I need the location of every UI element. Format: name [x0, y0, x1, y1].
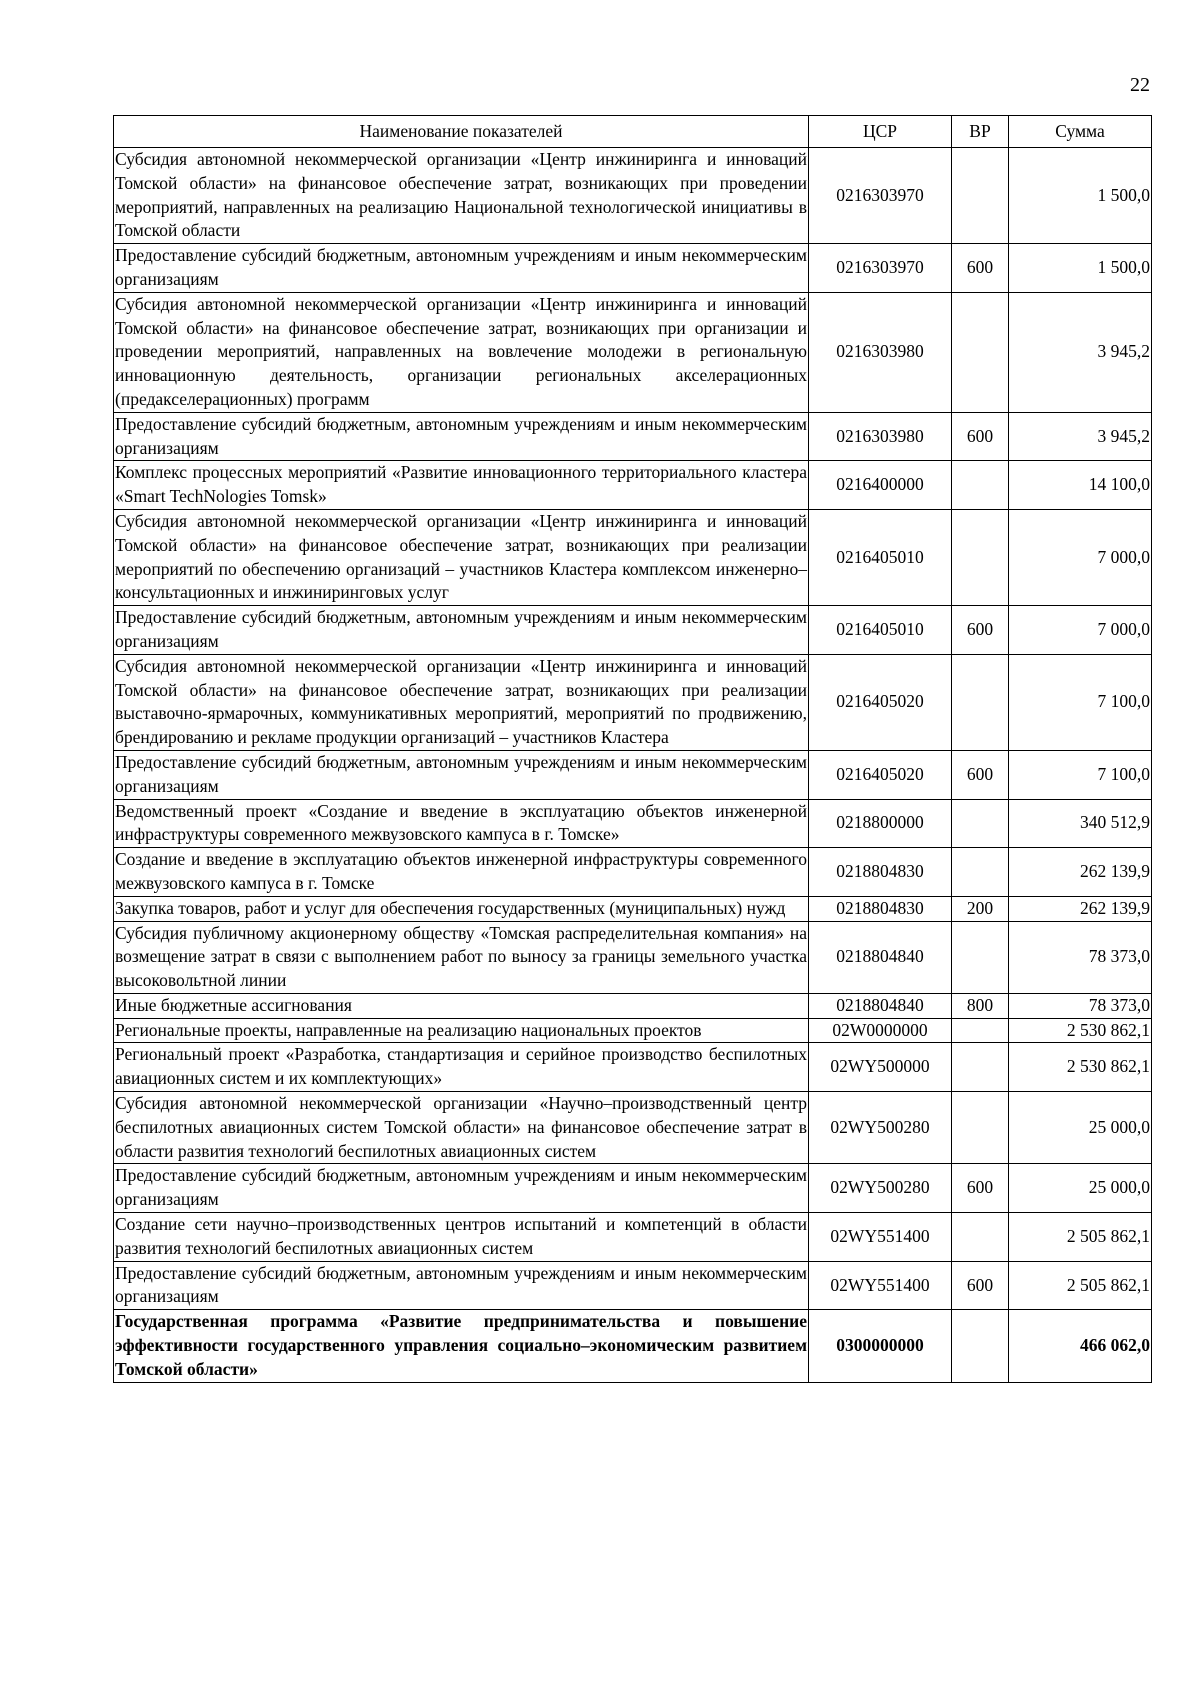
cell-csr: 0218804840 [809, 993, 952, 1018]
cell-sum: 25 000,0 [1009, 1164, 1152, 1213]
cell-sum: 2 530 862,1 [1009, 1018, 1152, 1043]
cell-csr: 02WY500000 [809, 1043, 952, 1092]
cell-name: Создание сети научно–производственных центров испытаний и компетенций в области развития технологий беспилотных авиационных систем [114, 1213, 809, 1262]
cell-name: Субсидия автономной некоммерческой организации «Центр инжиниринга и инноваций Томской области» на финансовое обеспечение затрат, возникающих при проведении мероприятий, направленных на реализацию Национальной технологической инициативы в Томской области [114, 148, 809, 244]
table-row [114, 1164, 1152, 1213]
cell-sum: 262 139,9 [1009, 848, 1152, 897]
cell-vr: 200 [952, 896, 1009, 921]
cell-vr: 800 [952, 993, 1009, 1018]
cell-sum: 25 000,0 [1009, 1092, 1152, 1164]
cell-csr: 0300000000 [809, 1310, 952, 1382]
cell-name: Закупка товаров, работ и услуг для обеспечения государственных (муниципальных) нужд [114, 896, 809, 921]
cell-csr: 02WY551400 [809, 1213, 952, 1262]
cell-csr: 0216400000 [809, 461, 952, 510]
cell-name: Создание и введение в эксплуатацию объектов инженерной инфраструктуры современного межвузовского кампуса в г. Томске [114, 848, 809, 897]
cell-csr: 0216405010 [809, 509, 952, 605]
budget-table [113, 115, 1152, 1383]
header-vr: ВР [952, 116, 1009, 148]
table-row [114, 1043, 1152, 1092]
cell-csr: 0218800000 [809, 799, 952, 848]
table-row [114, 1261, 1152, 1310]
cell-csr: 0218804840 [809, 921, 952, 993]
cell-name: Субсидия публичному акционерному обществу «Томская распределительная компания» на возмещение затрат в связи с выполнением работ по выносу за границы земельного участка высоковольтной линии [114, 921, 809, 993]
cell-sum: 14 100,0 [1009, 461, 1152, 510]
table-row [114, 148, 1152, 244]
cell-name: Субсидия автономной некоммерческой организации «Центр инжиниринга и инноваций Томской области» на финансовое обеспечение затрат, возникающих при реализации выставочно-ярмарочных, коммуникативных мероприятий, мероприятий по продвижению, брендированию и рекламе продукции организаций – участников Кластера [114, 654, 809, 750]
cell-vr [952, 1213, 1009, 1262]
cell-vr [952, 1092, 1009, 1164]
cell-csr: 02WY551400 [809, 1261, 952, 1310]
cell-name: Региональный проект «Разработка, стандартизация и серийное производство беспилотных авиационных систем и их комплектующих» [114, 1043, 809, 1092]
cell-sum: 2 505 862,1 [1009, 1213, 1152, 1262]
cell-sum: 78 373,0 [1009, 921, 1152, 993]
cell-name: Предоставление субсидий бюджетным, автономным учреждениям и иным некоммерческим организациям [114, 606, 809, 655]
cell-vr [952, 654, 1009, 750]
cell-sum: 466 062,0 [1009, 1310, 1152, 1382]
table-body [114, 148, 1152, 1383]
header-csr: ЦСР [809, 116, 952, 148]
table-row [114, 799, 1152, 848]
table-row [114, 461, 1152, 510]
cell-sum: 7 000,0 [1009, 509, 1152, 605]
cell-name: Иные бюджетные ассигнования [114, 993, 809, 1018]
table-row [114, 509, 1152, 605]
cell-sum: 2 505 862,1 [1009, 1261, 1152, 1310]
cell-vr: 600 [952, 1164, 1009, 1213]
table-row [114, 654, 1152, 750]
table-row [114, 848, 1152, 897]
cell-sum: 1 500,0 [1009, 244, 1152, 293]
table-row [114, 993, 1152, 1018]
cell-vr [952, 921, 1009, 993]
cell-csr: 0216405010 [809, 606, 952, 655]
cell-name: Комплекс процессных мероприятий «Развитие инновационного территориального кластера «Smart TechNologies Tomsk» [114, 461, 809, 510]
table-row [114, 750, 1152, 799]
table-row [114, 896, 1152, 921]
cell-vr [952, 1018, 1009, 1043]
cell-csr: 0216405020 [809, 654, 952, 750]
cell-vr: 600 [952, 750, 1009, 799]
table-row [114, 412, 1152, 461]
cell-vr: 600 [952, 1261, 1009, 1310]
cell-vr [952, 292, 1009, 412]
cell-name: Субсидия автономной некоммерческой организации «Центр инжиниринга и инноваций Томской области» на финансовое обеспечение затрат, возникающих при реализации мероприятий по обеспечению организаций – участников Кластера комплексом инженерно–консультационных и инжиниринговых услуг [114, 509, 809, 605]
header-sum: Сумма [1009, 116, 1152, 148]
cell-csr: 0218804830 [809, 848, 952, 897]
cell-sum: 7 100,0 [1009, 654, 1152, 750]
cell-vr [952, 1310, 1009, 1382]
table-header-row [114, 116, 1152, 148]
cell-csr: 02W0000000 [809, 1018, 952, 1043]
table-row [114, 1213, 1152, 1262]
cell-csr: 0216405020 [809, 750, 952, 799]
table-row [114, 1018, 1152, 1043]
page-number: 22 [1130, 74, 1150, 96]
table-row [114, 1310, 1152, 1382]
table-row [114, 292, 1152, 412]
cell-sum: 7 100,0 [1009, 750, 1152, 799]
cell-csr: 02WY500280 [809, 1092, 952, 1164]
cell-sum: 340 512,9 [1009, 799, 1152, 848]
table-row [114, 1092, 1152, 1164]
cell-vr [952, 848, 1009, 897]
cell-csr: 0216303970 [809, 148, 952, 244]
cell-vr [952, 461, 1009, 510]
cell-name: Субсидия автономной некоммерческой организации «Научно–производственный центр беспилотных авиационных систем Томской области» на финансовое обеспечение затрат в области развития технологий беспилотных авиационных систем [114, 1092, 809, 1164]
cell-csr: 0216303980 [809, 292, 952, 412]
table-row [114, 244, 1152, 293]
table-row [114, 606, 1152, 655]
cell-vr [952, 509, 1009, 605]
cell-sum: 3 945,2 [1009, 412, 1152, 461]
cell-name: Предоставление субсидий бюджетным, автономным учреждениям и иным некоммерческим организациям [114, 1261, 809, 1310]
cell-vr: 600 [952, 412, 1009, 461]
cell-sum: 262 139,9 [1009, 896, 1152, 921]
cell-vr: 600 [952, 606, 1009, 655]
cell-sum: 2 530 862,1 [1009, 1043, 1152, 1092]
table-row [114, 921, 1152, 993]
cell-sum: 3 945,2 [1009, 292, 1152, 412]
cell-name: Предоставление субсидий бюджетным, автономным учреждениям и иным некоммерческим организациям [114, 750, 809, 799]
cell-vr [952, 148, 1009, 244]
cell-name: Ведомственный проект «Создание и введение в эксплуатацию объектов инженерной инфраструктуры современного межвузовского кампуса в г. Томске» [114, 799, 809, 848]
cell-sum: 1 500,0 [1009, 148, 1152, 244]
cell-vr [952, 799, 1009, 848]
cell-csr: 02WY500280 [809, 1164, 952, 1213]
cell-name: Предоставление субсидий бюджетным, автономным учреждениям и иным некоммерческим организациям [114, 1164, 809, 1213]
header-name: Наименование показателей [114, 116, 809, 148]
cell-name: Региональные проекты, направленные на реализацию национальных проектов [114, 1018, 809, 1043]
cell-name: Субсидия автономной некоммерческой организации «Центр инжиниринга и инноваций Томской области» на финансовое обеспечение затрат, возникающих при организации и проведении мероприятий, направленных на вовлечение молодежи в региональную инновационную деятельность, организации региональных акселерационных (предакселерационных) программ [114, 292, 809, 412]
cell-csr: 0216303980 [809, 412, 952, 461]
cell-csr: 0218804830 [809, 896, 952, 921]
cell-name: Предоставление субсидий бюджетным, автономным учреждениям и иным некоммерческим организациям [114, 412, 809, 461]
cell-vr: 600 [952, 244, 1009, 293]
cell-name: Предоставление субсидий бюджетным, автономным учреждениям и иным некоммерческим организациям [114, 244, 809, 293]
cell-sum: 78 373,0 [1009, 993, 1152, 1018]
cell-vr [952, 1043, 1009, 1092]
cell-name: Государственная программа «Развитие предпринимательства и повышение эффективности государственного управления социально–экономическим развитием Томской области» [114, 1310, 809, 1382]
cell-sum: 7 000,0 [1009, 606, 1152, 655]
cell-csr: 0216303970 [809, 244, 952, 293]
